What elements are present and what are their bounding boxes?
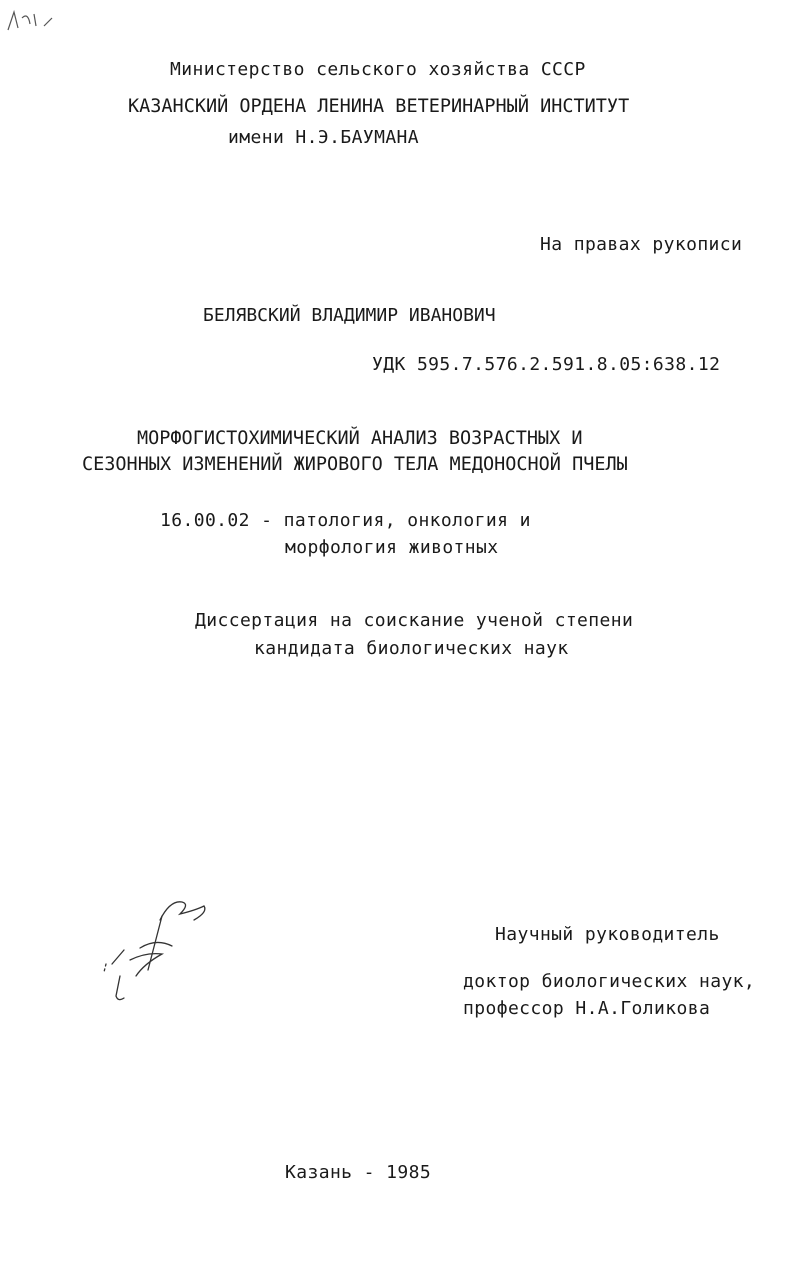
author-name: БЕЛЯВСКИЙ ВЛАДИМИР ИВАНОВИЧ bbox=[203, 305, 496, 326]
title-line-2: СЕЗОННЫХ ИЗМЕНЕНИЙ ЖИРОВОГО ТЕЛА МЕДОНОСНОЙ ПЧЕЛЫ bbox=[82, 454, 628, 475]
dissertation-line-1: Диссертация на соискание ученой степени bbox=[195, 610, 634, 631]
corner-handwritten-note bbox=[8, 12, 52, 30]
dissertation-line-2: кандидата биологических наук bbox=[254, 638, 569, 659]
supervisor-degree: доктор биологических наук, bbox=[463, 971, 756, 992]
institute-line: КАЗАНСКИЙ ОРДЕНА ЛЕНИНА ВЕТЕРИНАРНЫЙ ИНСТИТУТ bbox=[128, 96, 630, 117]
specialty-line-1: 16.00.02 - патология, онкология и bbox=[160, 510, 531, 531]
ministry-line: Министерство сельского хозяйства СССР bbox=[170, 59, 586, 80]
udc-code: УДК 595.7.576.2.591.8.05:638.12 bbox=[372, 354, 721, 375]
city-year: Казань - 1985 bbox=[285, 1162, 432, 1183]
named-after-line: имени Н.Э.БАУМАНА bbox=[228, 127, 420, 148]
supervisor-name: профессор Н.А.Голикова bbox=[463, 998, 711, 1019]
title-line-1: МОРФОГИСТОХИМИЧЕСКИЙ АНАЛИЗ ВОЗРАСТНЫХ И bbox=[137, 428, 583, 449]
handwritten-signature bbox=[100, 880, 220, 1010]
rights-note: На правах рукописи bbox=[540, 234, 743, 255]
supervisor-label: Научный руководитель bbox=[495, 924, 720, 945]
specialty-line-2: морфология животных bbox=[285, 537, 499, 558]
